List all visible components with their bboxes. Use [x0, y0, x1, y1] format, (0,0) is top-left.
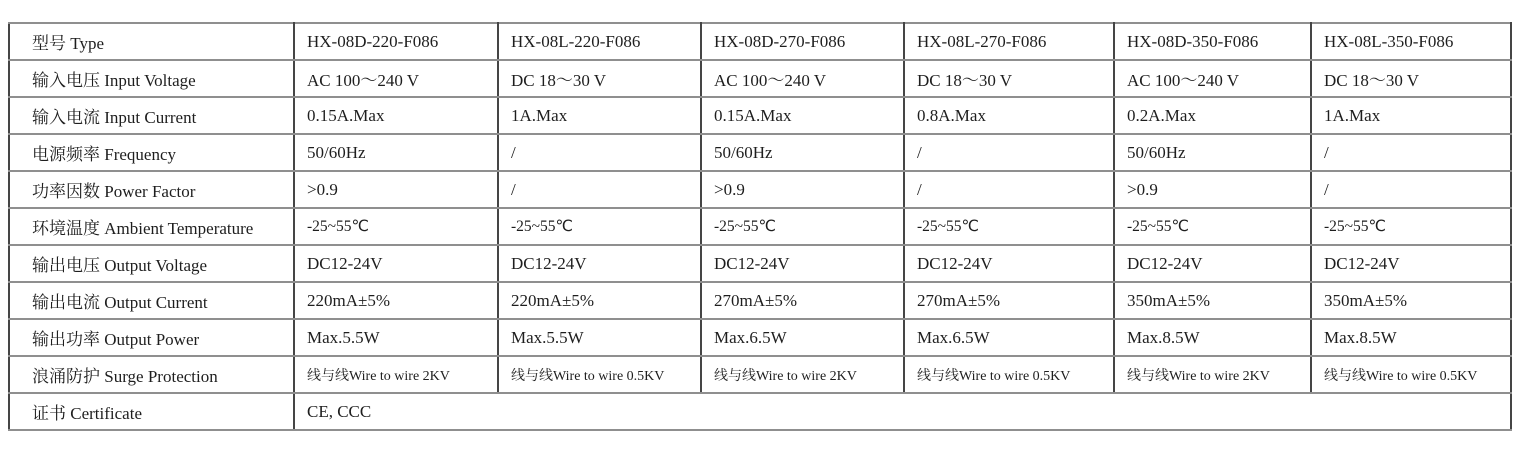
cell-input-voltage-model5: AC 100～240 V — [1114, 60, 1311, 97]
cell-type-model1: HX-08D-220-F086 — [294, 23, 498, 60]
row-label-certificate: 证书 Certificate — [9, 393, 294, 430]
cell-output-current-model6: 350mA±5% — [1311, 282, 1511, 319]
row-label-output-power: 输出功率 Output Power — [9, 319, 294, 356]
cell-ambient-temperature-model4: -25~55℃ — [904, 208, 1114, 245]
cell-output-voltage-model4: DC12-24V — [904, 245, 1114, 282]
cell-input-current-model4: 0.8A.Max — [904, 97, 1114, 134]
row-input-current — [9, 97, 1511, 134]
cell-surge-protection-model6: 线与线Wire to wire 0.5KV — [1311, 356, 1511, 393]
row-power-factor — [9, 171, 1511, 208]
cell-input-current-model5: 0.2A.Max — [1114, 97, 1311, 134]
cell-frequency-model4: / — [904, 134, 1114, 171]
cell-input-current-model1: 0.15A.Max — [294, 97, 498, 134]
cell-output-current-model2: 220mA±5% — [498, 282, 701, 319]
cell-input-current-model2: 1A.Max — [498, 97, 701, 134]
cell-frequency-model6: / — [1311, 134, 1511, 171]
row-ambient-temperature — [9, 208, 1511, 245]
cell-output-voltage-model6: DC12-24V — [1311, 245, 1511, 282]
cell-type-model3: HX-08D-270-F086 — [701, 23, 904, 60]
cell-power-factor-model6: / — [1311, 171, 1511, 208]
cell-output-power-model6: Max.8.5W — [1311, 319, 1511, 356]
cell-type-model5: HX-08D-350-F086 — [1114, 23, 1311, 60]
cell-power-factor-model3: >0.9 — [701, 171, 904, 208]
row-input-voltage — [9, 60, 1511, 97]
cell-certificate-value: CE, CCC — [294, 393, 1511, 430]
cell-ambient-temperature-model3: -25~55℃ — [701, 208, 904, 245]
cell-input-voltage-model6: DC 18～30 V — [1311, 60, 1511, 97]
row-label-output-current: 输出电流 Output Current — [9, 282, 294, 319]
row-output-current — [9, 282, 1511, 319]
row-label-surge-protection: 浪涌防护 Surge Protection — [9, 356, 294, 393]
cell-output-voltage-model1: DC12-24V — [294, 245, 498, 282]
cell-input-current-model6: 1A.Max — [1311, 97, 1511, 134]
cell-output-power-model1: Max.5.5W — [294, 319, 498, 356]
cell-surge-protection-model1: 线与线Wire to wire 2KV — [294, 356, 498, 393]
cell-frequency-model3: 50/60Hz — [701, 134, 904, 171]
cell-ambient-temperature-model2: -25~55℃ — [498, 208, 701, 245]
row-type — [9, 23, 1511, 60]
row-label-power-factor: 功率因数 Power Factor — [9, 171, 294, 208]
row-label-input-voltage: 输入电压 Input Voltage — [9, 60, 294, 97]
cell-output-voltage-model5: DC12-24V — [1114, 245, 1311, 282]
cell-output-power-model5: Max.8.5W — [1114, 319, 1311, 356]
cell-input-voltage-model1: AC 100～240 V — [294, 60, 498, 97]
cell-input-current-model3: 0.15A.Max — [701, 97, 904, 134]
cell-frequency-model5: 50/60Hz — [1114, 134, 1311, 171]
cell-output-power-model4: Max.6.5W — [904, 319, 1114, 356]
cell-output-voltage-model2: DC12-24V — [498, 245, 701, 282]
cell-type-model2: HX-08L-220-F086 — [498, 23, 701, 60]
cell-input-voltage-model2: DC 18～30 V — [498, 60, 701, 97]
row-output-voltage — [9, 245, 1511, 282]
cell-output-power-model3: Max.6.5W — [701, 319, 904, 356]
cell-surge-protection-model3: 线与线Wire to wire 2KV — [701, 356, 904, 393]
cell-frequency-model1: 50/60Hz — [294, 134, 498, 171]
cell-power-factor-model1: >0.9 — [294, 171, 498, 208]
row-label-frequency: 电源频率 Frequency — [9, 134, 294, 171]
row-certificate — [9, 393, 1511, 430]
cell-output-current-model3: 270mA±5% — [701, 282, 904, 319]
cell-ambient-temperature-model6: -25~55℃ — [1311, 208, 1511, 245]
row-label-ambient-temperature: 环境温度 Ambient Temperature — [9, 208, 294, 245]
row-surge-protection — [9, 356, 1511, 393]
row-output-power — [9, 319, 1511, 356]
cell-output-current-model5: 350mA±5% — [1114, 282, 1311, 319]
cell-surge-protection-model4: 线与线Wire to wire 0.5KV — [904, 356, 1114, 393]
cell-ambient-temperature-model5: -25~55℃ — [1114, 208, 1311, 245]
cell-power-factor-model4: / — [904, 171, 1114, 208]
cell-input-voltage-model3: AC 100～240 V — [701, 60, 904, 97]
cell-output-current-model4: 270mA±5% — [904, 282, 1114, 319]
cell-output-current-model1: 220mA±5% — [294, 282, 498, 319]
cell-ambient-temperature-model1: -25~55℃ — [294, 208, 498, 245]
row-label-output-voltage: 输出电压 Output Voltage — [9, 245, 294, 282]
cell-output-power-model2: Max.5.5W — [498, 319, 701, 356]
spec-table — [8, 22, 1512, 431]
cell-power-factor-model2: / — [498, 171, 701, 208]
cell-type-model4: HX-08L-270-F086 — [904, 23, 1114, 60]
cell-power-factor-model5: >0.9 — [1114, 171, 1311, 208]
row-label-type: 型号 Type — [9, 23, 294, 60]
cell-surge-protection-model2: 线与线Wire to wire 0.5KV — [498, 356, 701, 393]
cell-input-voltage-model4: DC 18～30 V — [904, 60, 1114, 97]
cell-surge-protection-model5: 线与线Wire to wire 2KV — [1114, 356, 1311, 393]
row-frequency — [9, 134, 1511, 171]
cell-type-model6: HX-08L-350-F086 — [1311, 23, 1511, 60]
cell-output-voltage-model3: DC12-24V — [701, 245, 904, 282]
cell-frequency-model2: / — [498, 134, 701, 171]
row-label-input-current: 输入电流 Input Current — [9, 97, 294, 134]
